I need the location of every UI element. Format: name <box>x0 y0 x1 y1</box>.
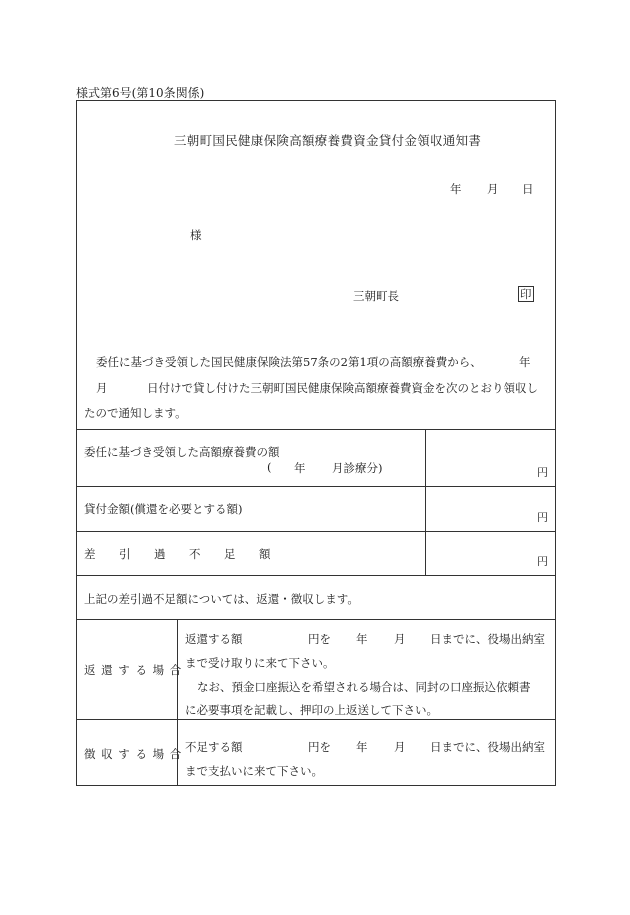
intro-year: 年 <box>519 355 531 369</box>
received-unit: 円 <box>537 466 548 479</box>
divider-diff <box>76 575 556 576</box>
intro-line-3: たので通知します。 <box>84 406 187 420</box>
refund-line-1e: 日までに、役場出納室 <box>430 632 545 646</box>
diff-char-6: 額 <box>259 547 271 561</box>
divider-received <box>76 486 556 487</box>
addressee-suffix: 様 <box>190 228 202 242</box>
form-label: 様式第6号(第10条関係) <box>76 86 205 100</box>
seal-mark: 印 <box>520 287 532 301</box>
refund-case-label: 返 還 す る 場 合 <box>84 663 183 677</box>
intro-month: 月 <box>96 381 108 395</box>
diff-char-2: 引 <box>119 547 131 561</box>
collect-case-label: 徴 収 す る 場 合 <box>84 747 183 761</box>
collect-line-1a: 不足する額 <box>185 740 243 754</box>
intro-line-2: 日付けで貸し付けた三朝町国民健康保険高額療養費資金を次のとおり領収し <box>147 381 538 395</box>
diff-char-3: 過 <box>154 547 166 561</box>
divider-notice <box>76 619 556 620</box>
refund-line-2: まで受け取りに来て下さい。 <box>185 656 335 670</box>
refund-line-1a: 返還する額 <box>185 632 243 646</box>
issuer: 三朝町長 <box>353 289 399 303</box>
diff-unit: 円 <box>537 555 548 568</box>
received-label: 委任に基づき受領した高額療養費の額 <box>84 445 280 459</box>
refund-line-4: に必要事項を記載し、押印の上返送して下さい。 <box>185 703 438 717</box>
divider-loan <box>76 531 556 532</box>
received-sub-open: ( <box>267 460 272 474</box>
diff-char-1: 差 <box>84 547 96 561</box>
divider-amount-column <box>425 429 426 575</box>
collect-line-1e: 日までに、役場出納室 <box>430 740 545 754</box>
collect-line-1c: 年 <box>356 740 368 754</box>
date-month: 月 <box>487 182 499 196</box>
diff-char-5: 足 <box>224 547 236 561</box>
loan-label: 貸付金額(償還を必要とする額) <box>84 502 243 516</box>
notice-text: 上記の差引過不足額については、返還・徴収します。 <box>84 592 359 606</box>
refund-line-1b: 円を <box>308 632 331 646</box>
received-sub-year: 年 <box>294 461 306 475</box>
date-day: 日 <box>522 182 534 196</box>
diff-char-4: 不 <box>189 547 201 561</box>
document-title: 三朝町国民健康保険高額療養費資金貸付金領収通知書 <box>174 133 482 148</box>
refund-line-1c: 年 <box>356 632 368 646</box>
date-year: 年 <box>450 182 462 196</box>
loan-unit: 円 <box>537 511 548 524</box>
divider-refund <box>76 719 556 720</box>
refund-line-1d: 月 <box>394 632 406 646</box>
refund-line-3: なお、預金口座振込を希望される場合は、同封の口座振込依頼書 <box>197 680 531 694</box>
intro-line-1 <box>96 354 482 370</box>
divider-intro <box>76 429 556 430</box>
intro-text-1: 委任に基づき受領した国民健康保険法第57条の2第1項の高額療養費から、 <box>96 355 482 369</box>
collect-line-2: まで支払いに来て下さい。 <box>185 764 323 778</box>
received-sub-month: 月診療分) <box>332 461 383 475</box>
collect-line-1b: 円を <box>308 740 331 754</box>
collect-line-1d: 月 <box>394 740 406 754</box>
